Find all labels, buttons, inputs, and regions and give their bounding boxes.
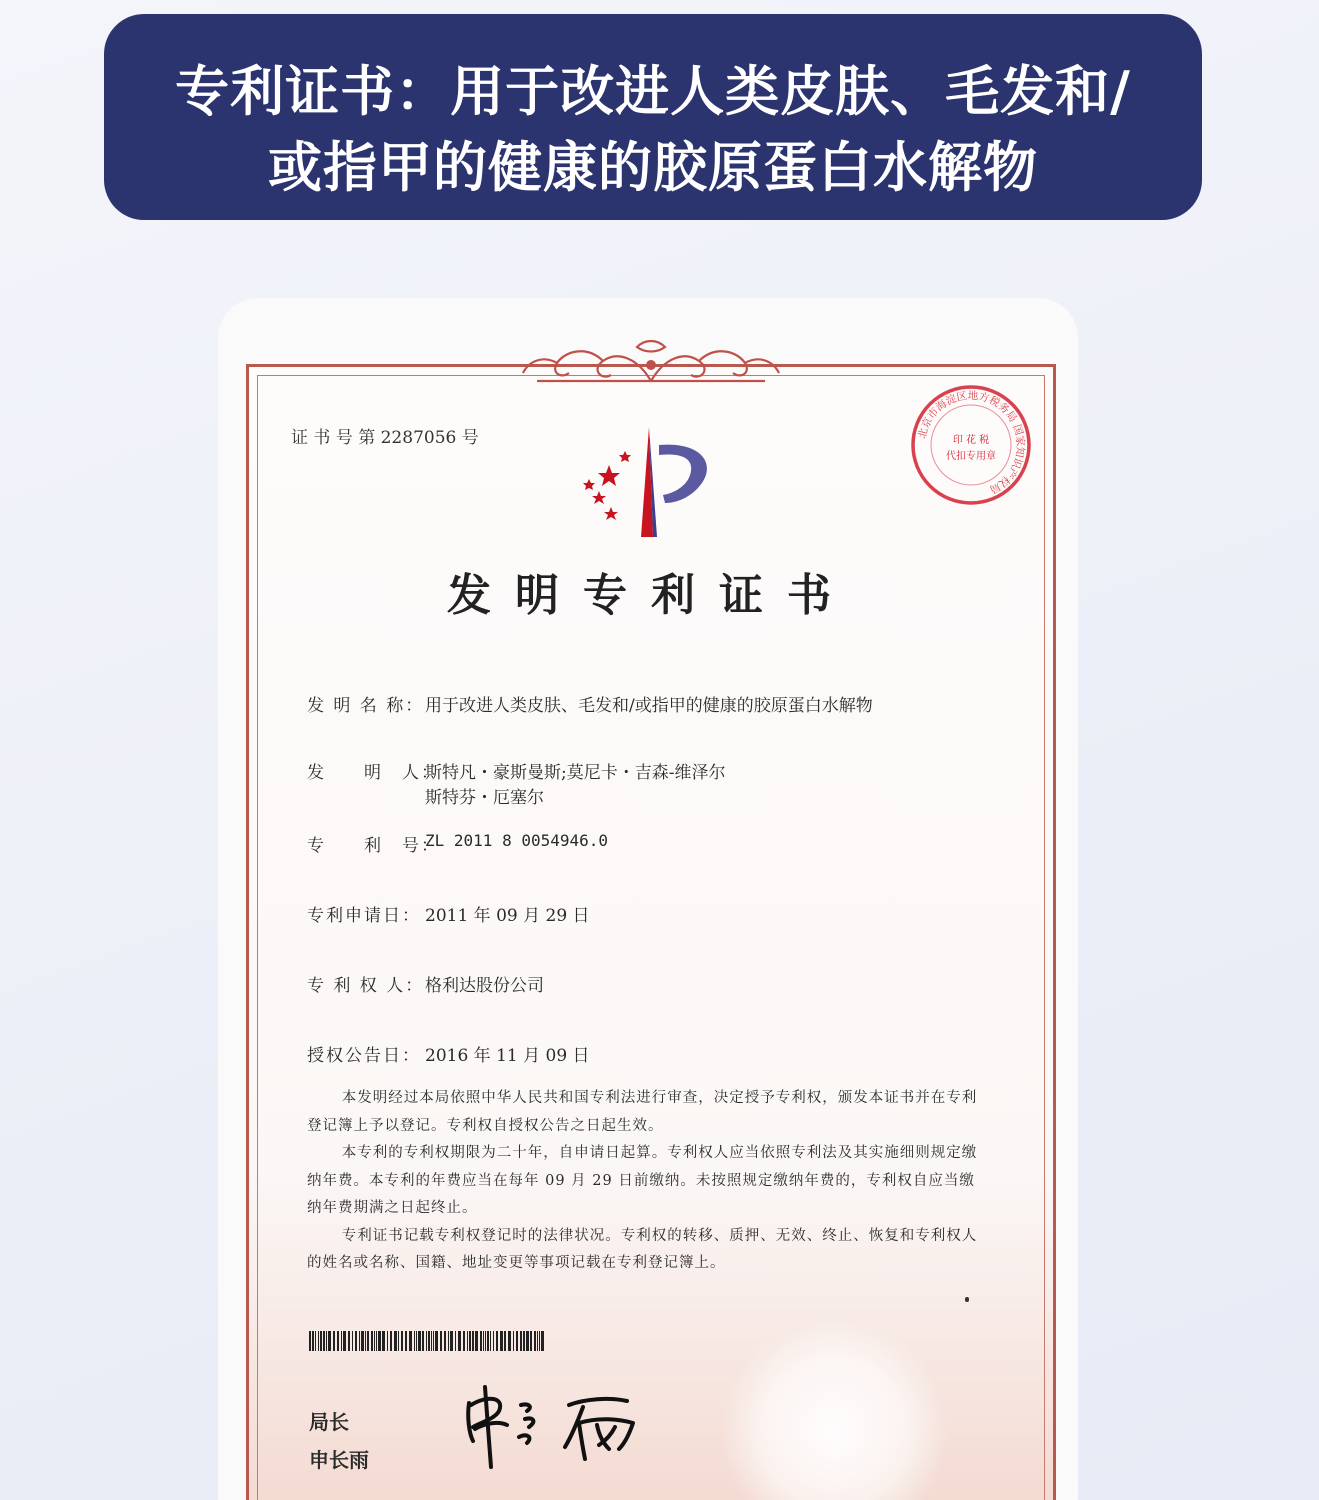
- barcode-bar: [534, 1331, 536, 1351]
- barcode-bar: [448, 1331, 449, 1351]
- barcode-bar: [348, 1331, 350, 1351]
- barcode-bar: [431, 1331, 432, 1351]
- barcode-bar: [440, 1331, 442, 1351]
- director-title: 局长: [309, 1410, 349, 1434]
- barcode-bar: [539, 1331, 540, 1351]
- field-label: 专 利 号：: [307, 836, 440, 856]
- field-value: 格利达股份公司: [425, 976, 544, 996]
- certificate-body-text: [307, 1085, 987, 1278]
- barcode-bar: [520, 1331, 522, 1351]
- barcode-bar: [416, 1331, 417, 1351]
- barcode-bar: [504, 1331, 506, 1351]
- certificate-title: 发明专利证书: [447, 570, 855, 621]
- barcode-bar: [359, 1331, 360, 1351]
- barcode-bar: [480, 1331, 482, 1351]
- barcode-bar: [361, 1331, 364, 1351]
- barcode-bar: [405, 1331, 407, 1351]
- patent-office-emblem-icon: [579, 427, 729, 547]
- barcode-bar: [315, 1331, 316, 1351]
- field-label: 授权公告日：: [307, 1046, 421, 1066]
- barcode-bar: [433, 1331, 434, 1351]
- banner-title-line-1: 专利证书：用于改进人类皮肤、毛发和/: [175, 60, 1131, 123]
- barcode-bar: [352, 1331, 353, 1351]
- barcode-bar: [463, 1331, 465, 1351]
- barcode-bar: [472, 1331, 474, 1351]
- ink-speck: [965, 1297, 969, 1302]
- paragraph: 专利证书记载专利权登记时的法律状况。专利权的转移、质押、无效、终止、恢复和专利权人的姓名或名称、国籍、地址变更等事项记载在专利登记簿上。: [307, 1227, 978, 1271]
- director-block: [309, 1403, 369, 1479]
- barcode-bar: [418, 1331, 421, 1351]
- handwritten-signature-icon: [459, 1383, 659, 1473]
- field-label: 发 明 人：: [307, 763, 440, 783]
- paragraph: 本专利的专利权期限为二十年，自申请日起算。专利权人应当依照专利法及其实施细则规定缴纳年费。本专利的年费应当在每年 09 月 29 日前缴纳。未按照规定缴纳年费的，专利权自应当缴纳年费期满之日起终止。: [307, 1145, 978, 1216]
- barcode-bar: [513, 1331, 514, 1351]
- barcode-bar: [458, 1331, 461, 1351]
- official-seal-icon: [909, 383, 1033, 507]
- title-banner: [104, 14, 1202, 220]
- barcode-bar: [320, 1331, 322, 1351]
- barcode-bar: [444, 1331, 446, 1351]
- seal-ring-text: 北京市海淀区地方税务局 国家知识产权局: [916, 389, 1027, 496]
- barcode-bar: [337, 1331, 339, 1351]
- certificate-card: [218, 298, 1078, 1500]
- barcode-bar: [323, 1331, 325, 1351]
- barcode-bar: [523, 1331, 525, 1351]
- barcode-bar: [374, 1331, 375, 1351]
- barcode-bar: [450, 1331, 453, 1351]
- barcode-bar: [475, 1331, 478, 1351]
- certificate-number: 证 书 号 第 2287056 号: [291, 428, 479, 448]
- field-label: 专利申请日：: [307, 906, 421, 926]
- barcode-bar: [387, 1331, 388, 1351]
- barcode-bar: [371, 1331, 373, 1351]
- barcode-bar: [409, 1331, 412, 1351]
- field-value: 2011 年 09 月 29 日: [425, 906, 590, 926]
- barcode-bar: [541, 1331, 544, 1351]
- barcode-bar: [496, 1331, 498, 1351]
- barcode-bar: [394, 1331, 397, 1351]
- barcode-bar: [318, 1331, 319, 1351]
- barcode-bar: [333, 1331, 335, 1351]
- banner-title-line-2: 或指甲的健康的胶原蛋白水解物: [268, 136, 1038, 199]
- barcode-bar: [485, 1331, 486, 1351]
- barcode-bar: [490, 1331, 491, 1351]
- field-application-date: [307, 901, 590, 926]
- barcode-bar: [508, 1331, 511, 1351]
- barcode-bar: [428, 1331, 430, 1351]
- barcode-bar: [401, 1331, 403, 1351]
- barcode-bar: [312, 1331, 314, 1351]
- barcode-bar: [500, 1331, 503, 1351]
- field-grant-date: [307, 1041, 590, 1066]
- barcode-bar: [467, 1331, 468, 1351]
- barcode-bar: [365, 1331, 366, 1351]
- seal-center-line-2: 代扣专用章: [946, 451, 996, 462]
- barcode-bar: [367, 1331, 369, 1351]
- barcode-bar: [382, 1331, 385, 1351]
- barcode-bar: [376, 1331, 377, 1351]
- field-invention-name: [307, 691, 873, 716]
- barcode-bar: [326, 1331, 327, 1351]
- barcode-bar: [426, 1331, 427, 1351]
- paragraph: 本发明经过本局依照中华人民共和国专利法进行审查，决定授予专利权，颁发本证书并在专利登记簿上予以登记。专利权自授权公告之日起生效。: [307, 1090, 978, 1134]
- barcode-bar: [487, 1331, 489, 1351]
- field-value: ZL 2011 8 0054946.0: [425, 831, 609, 850]
- field-label: 专 利 权 人：: [307, 976, 425, 996]
- director-name: 申长雨: [309, 1448, 369, 1472]
- barcode-bar: [341, 1331, 342, 1351]
- seal-center-line-1: 印 花 税: [952, 435, 990, 446]
- barcode-bar: [390, 1331, 392, 1351]
- ornament-icon: [517, 337, 785, 387]
- barcode-bar: [414, 1331, 415, 1351]
- barcode-bar: [378, 1331, 381, 1351]
- field-label: 发 明 名 称：: [307, 696, 425, 716]
- field-patentee: [307, 971, 544, 996]
- field-patent-number: [307, 831, 608, 856]
- barcode-bar: [398, 1331, 399, 1351]
- barcode-bar: [435, 1331, 438, 1351]
- barcode-bar: [422, 1331, 424, 1351]
- field-inventors: [307, 761, 725, 811]
- barcode-bar: [516, 1331, 518, 1351]
- field-value-line-2: 斯特芬・厄塞尔: [425, 788, 544, 808]
- barcode-bar: [343, 1331, 346, 1351]
- barcode-bar: [328, 1331, 331, 1351]
- field-value: 用于改进人类皮肤、毛发和/或指甲的健康的胶原蛋白水解物: [425, 696, 873, 716]
- barcode-bar: [309, 1331, 311, 1351]
- barcode-bar: [469, 1331, 471, 1351]
- field-value: 斯特凡・豪斯曼斯;莫尼卡・吉森-维泽尔: [425, 763, 726, 783]
- barcode-icon: [309, 1331, 545, 1351]
- barcode-bar: [526, 1331, 529, 1351]
- barcode-bar: [355, 1331, 357, 1351]
- barcode-bar: [455, 1331, 456, 1351]
- patent-certificate: [246, 364, 1056, 1500]
- barcode-bar: [530, 1331, 532, 1351]
- barcode-bar: [483, 1331, 484, 1351]
- barcode-bar: [537, 1331, 538, 1351]
- field-value: 2016 年 11 月 09 日: [425, 1046, 590, 1066]
- barcode-bar: [493, 1331, 494, 1351]
